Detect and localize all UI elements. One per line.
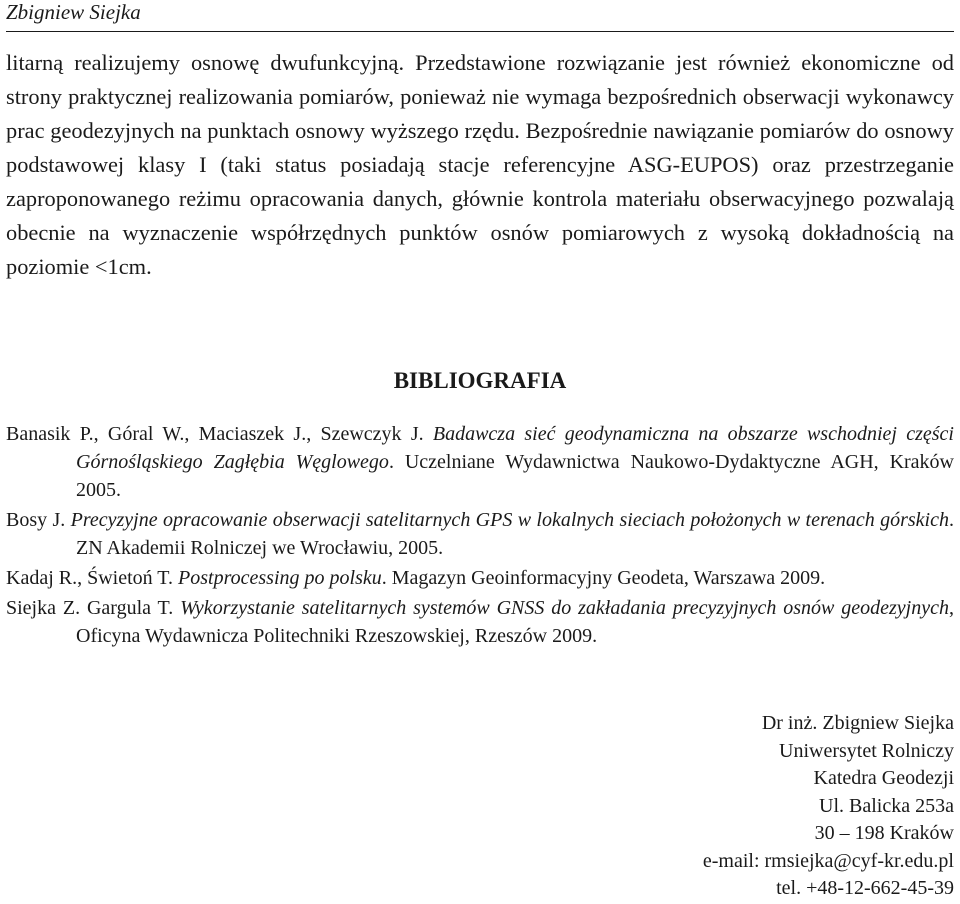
- author-affiliation: [703, 710, 954, 903]
- bib-authors: Kadaj R., Świetoń T.: [6, 567, 179, 589]
- bibliography-heading: BIBLIOGRAFIA: [393, 368, 567, 393]
- bib-title: Wykorzystanie satelitarnych systemów GNSS do zakładania precyzyjnych osnów geodezyjnych: [180, 597, 949, 619]
- bib-publisher: . ZN Akademii Rolniczej we Wrocławiu, 2005.: [76, 509, 954, 559]
- body-paragraph: litarną realizujemy osnowę dwufunkcyjną. Przedstawione rozwiązanie jest również ekonomiczne od strony praktycznej realizowania pomiarów, ponieważ nie wymaga bezpośrednich obserwacji wykonawcy prac geodezyjnych na punktach osnowy wyższego rzędu. Bezpośrednie nawiązanie pomiarów do osnowy podstawowej klasy I (taki status posiadają stacje referencyjne ASG-EUPOS) oraz przestrzeganie zaproponowanego reżimu opracowania danych, głównie kontrola materiału obserwacyjnego pozwalają obecnie na wyznaczenie współrzędnych punktów osnów pomiarowych z wysoką dokładnością na poziomie <1cm.: [6, 50, 954, 279]
- affiliation-email: e-mail: rmsiejka@cyf-kr.edu.pl: [702, 849, 954, 872]
- bib-publisher: . Magazyn Geoinformacyjny Geodeta, Warszawa 2009.: [381, 567, 826, 589]
- bib-publisher: , Oficyna Wydawnicza Politechniki Rzeszowskiej, Rzeszów 2009.: [76, 597, 954, 647]
- affiliation-university: Uniwersytet Rolniczy: [779, 739, 954, 762]
- affiliation-department: Katedra Geodezji: [813, 767, 954, 789]
- affiliation-city: 30 – 198 Kraków: [814, 822, 954, 844]
- bib-title: Postprocessing po polsku: [178, 567, 382, 589]
- bibliography-entry: [6, 506, 954, 562]
- bibliography-list: [6, 420, 954, 652]
- bibliography-entry: [6, 420, 954, 504]
- affiliation-phone: tel. +48-12-662-45-39: [776, 877, 954, 899]
- bib-authors: Bosy J.: [6, 509, 71, 531]
- bibliography-entry: [6, 594, 954, 650]
- affiliation-street: Ul. Balicka 253a: [819, 794, 954, 817]
- bibliography-entry: [6, 564, 954, 592]
- header-author: Zbigniew Siejka: [6, 0, 141, 24]
- bib-authors: Siejka Z. Gargula T.: [6, 597, 181, 619]
- bib-authors: Banasik P., Góral W., Maciaszek J., Szewczyk J.: [6, 423, 433, 445]
- bib-publisher: . Uczelniane Wydawnictwa Naukowo-Dydaktyczne AGH, Kraków 2005.: [76, 451, 955, 501]
- running-header: [6, 0, 954, 32]
- bib-title: Precyzyjne opracowanie obserwacji satelitarnych GPS w lokalnych sieciach położonych w terenach górskich: [70, 509, 949, 531]
- bib-title: Badawcza sieć geodynamiczna na obszarze wschodniej części Górnośląskiego Zagłębia Węglowego: [76, 423, 954, 473]
- affiliation-name: Dr inż. Zbigniew Siejka: [761, 712, 954, 734]
